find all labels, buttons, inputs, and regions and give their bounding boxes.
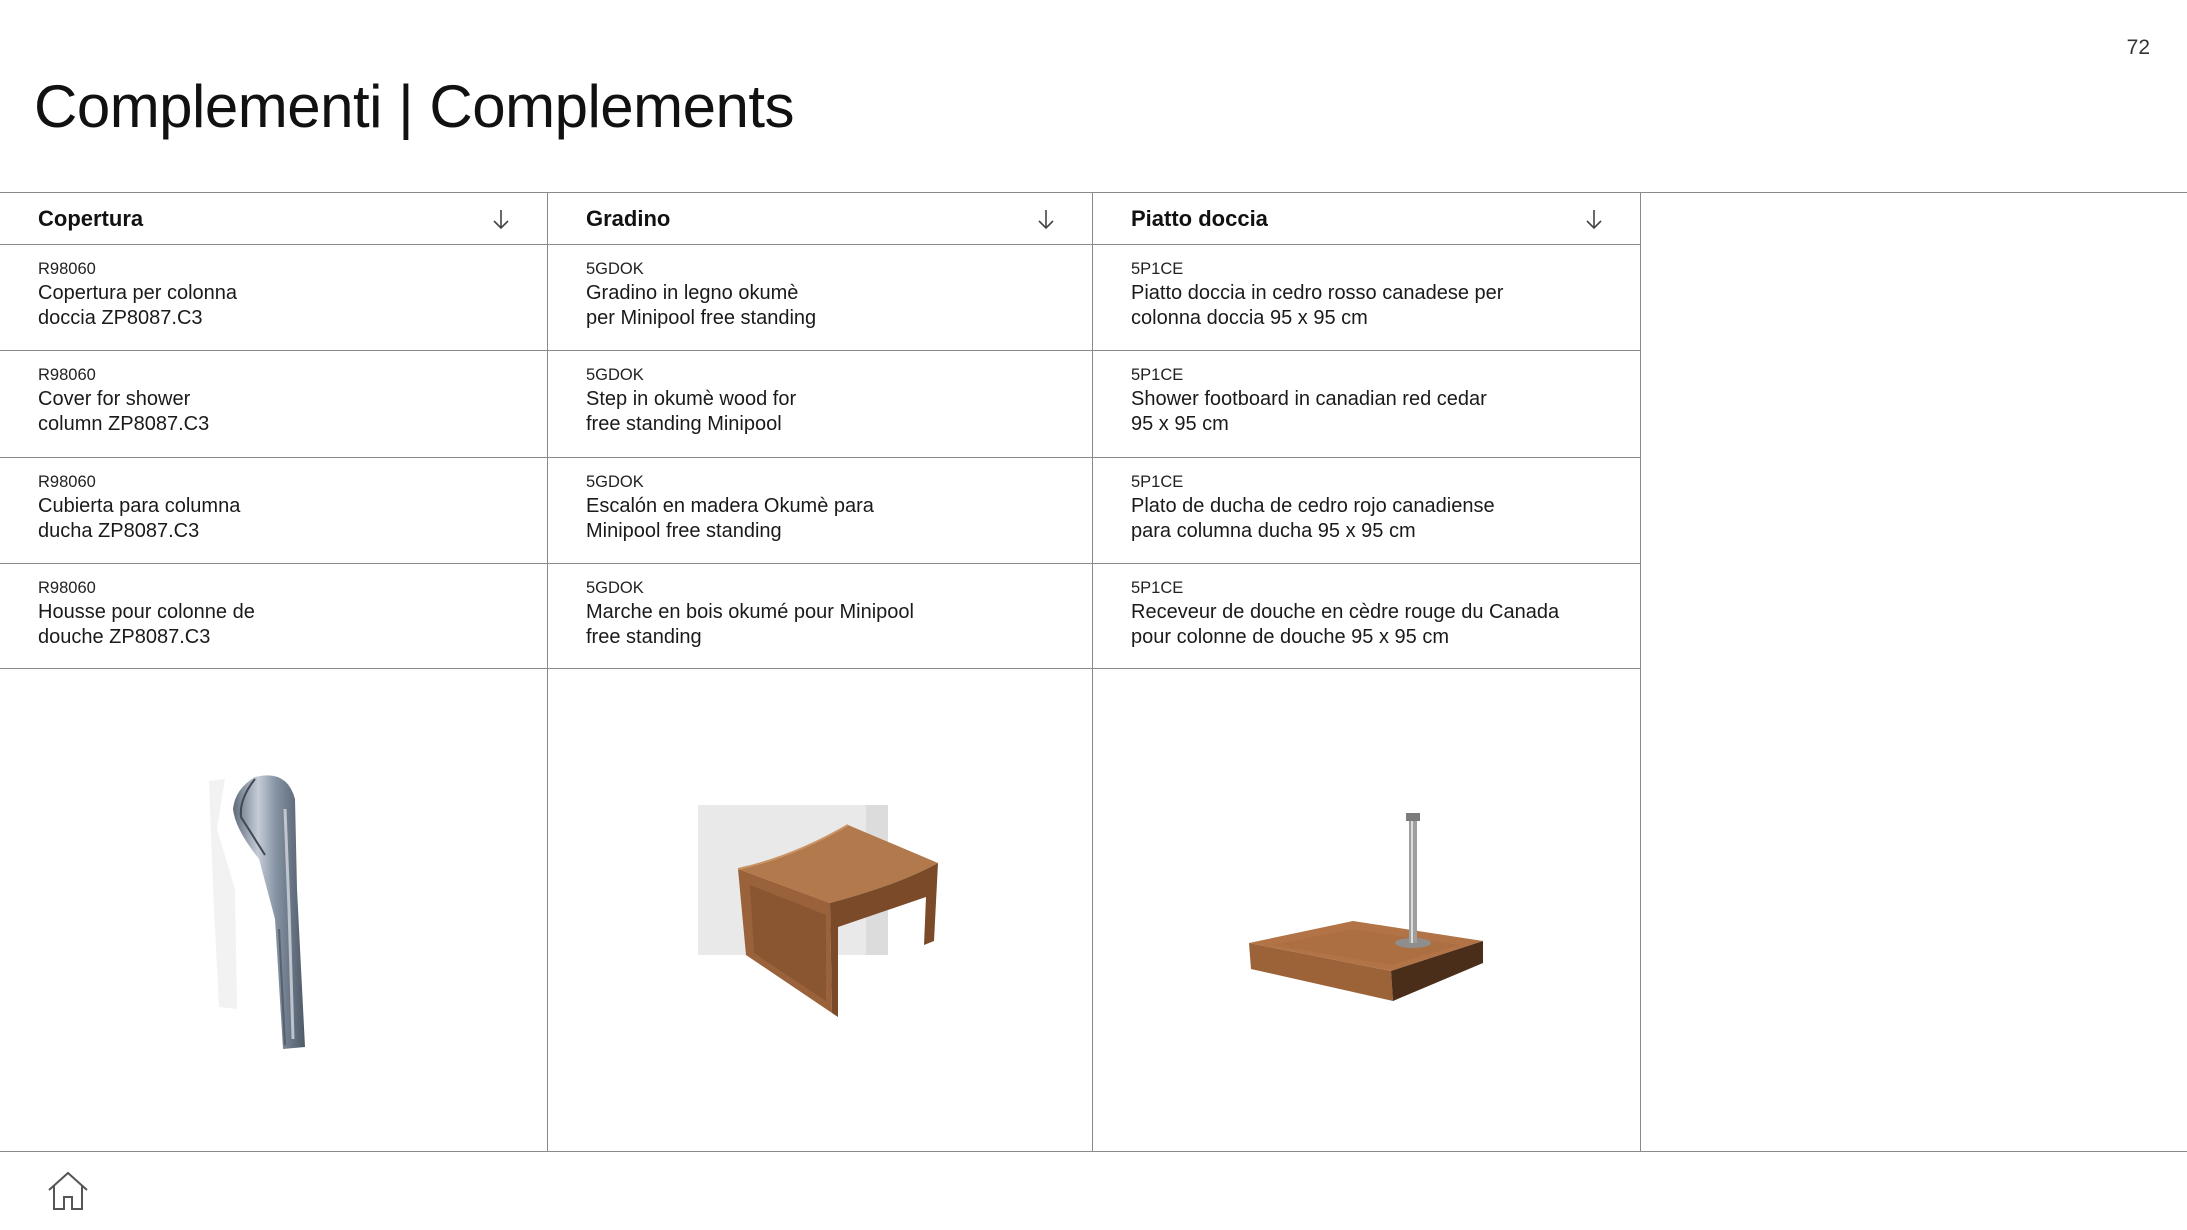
- product-image-area: [1093, 669, 1640, 1151]
- product-code: 5P1CE: [1131, 260, 1184, 278]
- arrow-down-icon[interactable]: [491, 208, 511, 230]
- product-description: Cover for shower column ZP8087.C3: [38, 388, 210, 435]
- list-item: [548, 458, 1092, 564]
- column-header-label: Piatto doccia: [1131, 206, 1268, 231]
- product-code: 5GDOK: [586, 473, 644, 491]
- list-item: [0, 351, 547, 458]
- product-description: Plato de ducha de cedro rojo canadiense para columna ducha 95 x 95 cm: [1131, 495, 1495, 542]
- column-header[interactable]: [0, 192, 547, 245]
- shower-footboard-image: [1243, 809, 1493, 1019]
- product-description: Cubierta para columna ducha ZP8087.C3: [38, 495, 241, 542]
- product-description: Copertura per colonna doccia ZP8087.C3: [38, 282, 238, 329]
- product-description: Piatto doccia in cedro rosso canadese per colonna doccia 95 x 95 cm: [1131, 282, 1504, 329]
- product-code: 5GDOK: [586, 260, 644, 278]
- home-icon[interactable]: [46, 1170, 90, 1212]
- arrow-down-icon[interactable]: [1584, 208, 1604, 230]
- list-item: [0, 564, 547, 669]
- product-description: Receveur de douche en cèdre rouge du Canada pour colonne de douche 95 x 95 cm: [1131, 601, 1560, 648]
- product-description: Gradino in legno okumè per Minipool free standing: [586, 282, 817, 329]
- wooden-step-image: [698, 805, 948, 1025]
- product-code: 5P1CE: [1131, 473, 1184, 491]
- product-code: 5P1CE: [1131, 579, 1184, 597]
- arrow-down-icon[interactable]: [1036, 208, 1056, 230]
- list-item: [548, 564, 1092, 669]
- list-item: [548, 245, 1092, 351]
- product-code: 5GDOK: [586, 366, 644, 384]
- product-code: R98060: [38, 473, 96, 491]
- list-item: [1093, 458, 1640, 564]
- product-description: Escalón en madera Okumè para Minipool free standing: [586, 495, 874, 542]
- product-code: R98060: [38, 260, 96, 278]
- column-header[interactable]: [548, 192, 1092, 245]
- column-header[interactable]: [1093, 192, 1640, 245]
- product-description: Step in okumè wood for free standing Minipool: [586, 388, 797, 435]
- list-item: [1093, 245, 1640, 351]
- grid-bottom-line: [0, 1151, 2187, 1152]
- shower-column-cover-image: [195, 769, 325, 1059]
- product-code: R98060: [38, 579, 96, 597]
- column-gradino: [548, 192, 1093, 1151]
- page-number: 72: [2126, 36, 2150, 59]
- product-description: Shower footboard in canadian red cedar 95 x 95 cm: [1131, 388, 1487, 435]
- product-description: Housse pour colonne de douche ZP8087.C3: [38, 601, 255, 648]
- column-piatto-doccia: [1093, 192, 1641, 1151]
- list-item: [1093, 351, 1640, 458]
- product-code: R98060: [38, 366, 96, 384]
- product-image-area: [0, 669, 547, 1151]
- column-header-label: Copertura: [38, 206, 144, 231]
- list-item: [0, 245, 547, 351]
- product-code: 5P1CE: [1131, 366, 1184, 384]
- column-header-label: Gradino: [586, 206, 671, 231]
- column-copertura: [0, 192, 548, 1151]
- page-title: Complementi | Complements: [34, 73, 795, 140]
- product-description: Marche en bois okumé pour Minipool free standing: [586, 601, 914, 648]
- list-item: [548, 351, 1092, 458]
- list-item: [1093, 564, 1640, 669]
- list-item: [0, 458, 547, 564]
- product-code: 5GDOK: [586, 579, 644, 597]
- product-image-area: [548, 669, 1092, 1151]
